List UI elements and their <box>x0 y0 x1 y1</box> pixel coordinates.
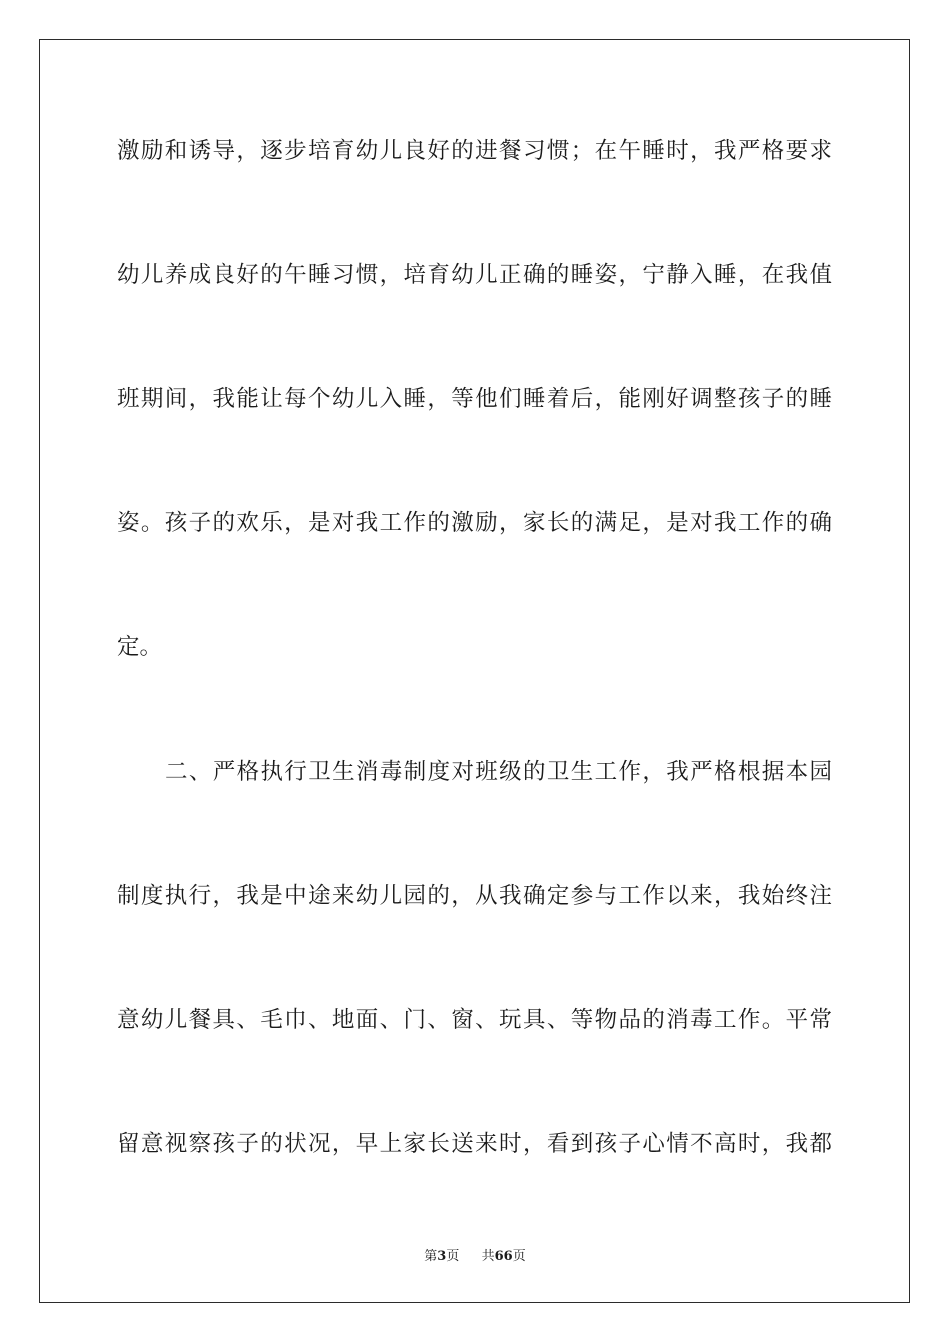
section-heading-line: 二、严格执行卫生消毒制度对班级的卫生工作，我严格根据本园 <box>165 759 832 785</box>
body-line-1: 激励和诱导，逐步培育幼儿良好的进餐习惯；在午睡时，我严格要求 <box>117 138 832 164</box>
footer-page-prefix: 第 <box>424 1249 438 1264</box>
page-border <box>39 39 910 1303</box>
body-line-7: 制度执行，我是中途来幼儿园的，从我确定参与工作以来，我始终注 <box>117 883 832 909</box>
footer-page-suffix: 页 <box>446 1249 460 1264</box>
body-line-8: 意幼儿餐具、毛巾、地面、门、窗、玩具、等物品的消毒工作。平常 <box>117 1007 832 1033</box>
footer-total-number: 66 <box>494 1249 513 1264</box>
footer-total-prefix: 共 <box>481 1249 495 1264</box>
body-line-2: 幼儿养成良好的午睡习惯，培育幼儿正确的睡姿，宁静入睡，在我值 <box>117 262 832 288</box>
footer-total-suffix: 页 <box>512 1249 526 1264</box>
body-line-9: 留意视察孩子的状况，早上家长送来时，看到孩子心情不高时，我都 <box>117 1131 832 1157</box>
body-line-4: 姿。孩子的欢乐，是对我工作的激励，家长的满足，是对我工作的确 <box>117 510 832 536</box>
footer-page-number: 3 <box>437 1249 447 1264</box>
body-line-5: 定。 <box>117 634 163 660</box>
body-line-3: 班期间，我能让每个幼儿入睡，等他们睡着后，能刚好调整孩子的睡 <box>117 386 832 412</box>
page-footer <box>0 1248 950 1266</box>
